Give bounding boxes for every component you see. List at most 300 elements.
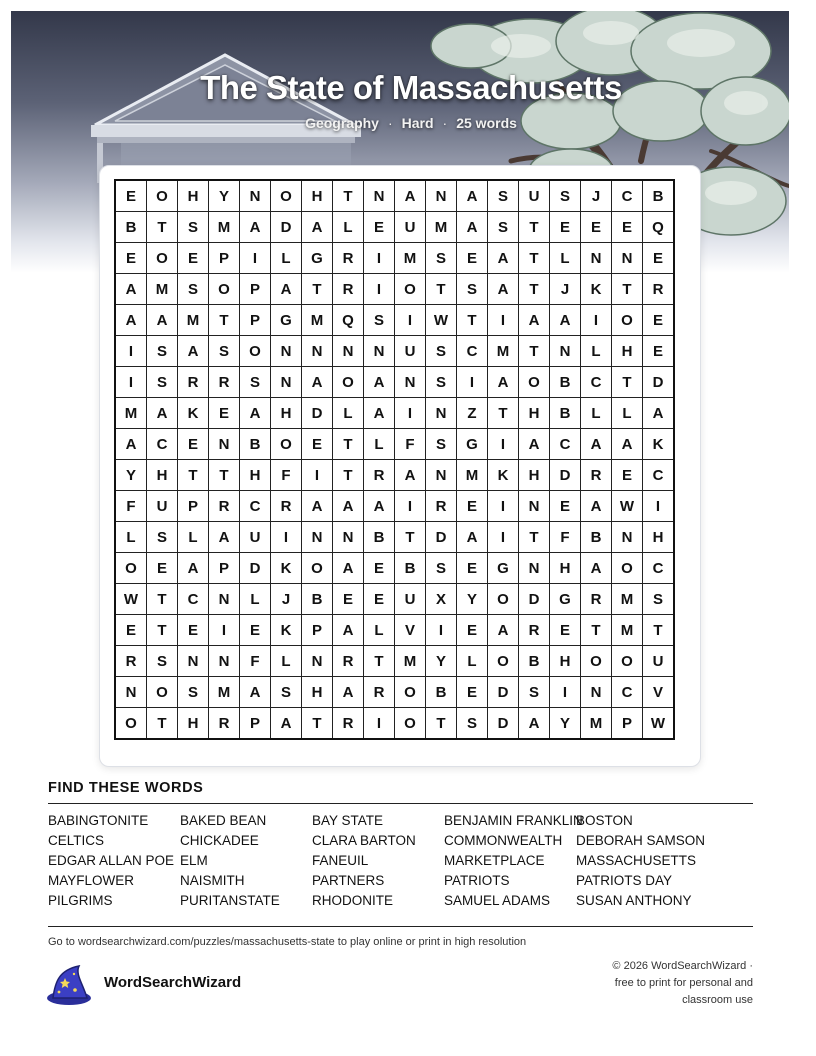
grid-cell[interactable]: X [426,584,457,615]
grid-cell[interactable]: O [612,646,643,677]
grid-cell[interactable]: B [426,677,457,708]
grid-cell[interactable]: M [612,615,643,646]
grid-cell[interactable]: M [457,460,488,491]
grid-cell[interactable]: S [488,180,519,212]
grid-cell[interactable]: H [519,398,550,429]
grid-cell[interactable]: I [115,367,147,398]
grid-cell[interactable]: O [488,646,519,677]
grid-cell[interactable]: D [426,522,457,553]
grid-cell[interactable]: E [333,584,364,615]
grid-cell[interactable]: I [240,243,271,274]
grid-cell[interactable]: R [209,491,240,522]
grid-cell[interactable]: O [147,677,178,708]
grid-cell[interactable]: M [115,398,147,429]
grid-cell[interactable]: E [457,243,488,274]
grid-cell[interactable]: I [364,274,395,305]
grid-cell[interactable]: K [271,615,302,646]
letter-grid[interactable] [114,179,675,740]
grid-cell[interactable]: W [426,305,457,336]
grid-cell[interactable]: N [581,243,612,274]
grid-cell[interactable]: C [612,677,643,708]
grid-cell[interactable]: K [271,553,302,584]
grid-cell[interactable]: H [271,398,302,429]
grid-cell[interactable]: V [643,677,675,708]
grid-cell[interactable]: D [240,553,271,584]
grid-cell[interactable]: U [395,212,426,243]
grid-cell[interactable]: E [178,615,209,646]
grid-cell[interactable]: S [147,336,178,367]
grid-cell[interactable]: N [364,180,395,212]
grid-cell[interactable]: M [147,274,178,305]
grid-cell[interactable]: S [426,336,457,367]
grid-cell[interactable]: A [643,398,675,429]
grid-cell[interactable]: S [426,367,457,398]
grid-cell[interactable]: I [364,243,395,274]
grid-cell[interactable]: P [612,708,643,740]
grid-cell[interactable]: A [240,212,271,243]
grid-cell[interactable]: B [115,212,147,243]
grid-cell[interactable]: G [271,305,302,336]
grid-cell[interactable]: H [302,677,333,708]
grid-cell[interactable]: H [550,553,581,584]
grid-cell[interactable]: R [426,491,457,522]
grid-cell[interactable]: E [643,243,675,274]
grid-cell[interactable]: A [147,305,178,336]
grid-cell[interactable]: T [178,460,209,491]
grid-cell[interactable]: O [147,243,178,274]
grid-cell[interactable]: N [333,522,364,553]
grid-cell[interactable]: E [178,429,209,460]
grid-cell[interactable]: O [271,180,302,212]
grid-cell[interactable]: N [115,677,147,708]
grid-cell[interactable]: I [488,491,519,522]
grid-cell[interactable]: L [271,646,302,677]
grid-cell[interactable]: T [333,460,364,491]
grid-cell[interactable]: O [271,429,302,460]
grid-cell[interactable]: K [488,460,519,491]
grid-cell[interactable]: I [302,460,333,491]
grid-cell[interactable]: T [209,460,240,491]
grid-cell[interactable]: L [364,615,395,646]
grid-cell[interactable]: O [519,367,550,398]
grid-cell[interactable]: T [147,584,178,615]
grid-cell[interactable]: S [147,522,178,553]
grid-cell[interactable]: O [395,708,426,740]
grid-cell[interactable]: U [643,646,675,677]
grid-cell[interactable]: I [643,491,675,522]
grid-cell[interactable]: A [612,429,643,460]
grid-cell[interactable]: E [457,677,488,708]
grid-cell[interactable]: R [209,367,240,398]
grid-cell[interactable]: S [147,646,178,677]
grid-cell[interactable]: N [519,553,550,584]
grid-cell[interactable]: A [271,708,302,740]
grid-cell[interactable]: A [519,708,550,740]
grid-cell[interactable]: N [395,367,426,398]
grid-cell[interactable]: L [581,398,612,429]
grid-cell[interactable]: I [115,336,147,367]
grid-cell[interactable]: E [550,615,581,646]
grid-cell[interactable]: N [581,677,612,708]
grid-cell[interactable]: A [147,398,178,429]
grid-cell[interactable]: S [178,677,209,708]
grid-cell[interactable]: L [550,243,581,274]
grid-cell[interactable]: K [643,429,675,460]
grid-cell[interactable]: L [612,398,643,429]
grid-cell[interactable]: A [581,491,612,522]
grid-cell[interactable]: H [240,460,271,491]
grid-cell[interactable]: R [271,491,302,522]
grid-cell[interactable]: N [271,336,302,367]
grid-cell[interactable]: A [488,274,519,305]
grid-cell[interactable]: I [395,491,426,522]
grid-cell[interactable]: L [333,212,364,243]
grid-cell[interactable]: M [209,212,240,243]
grid-cell[interactable]: W [612,491,643,522]
grid-cell[interactable]: T [519,212,550,243]
grid-cell[interactable]: A [240,398,271,429]
grid-cell[interactable]: T [147,708,178,740]
grid-cell[interactable]: A [488,243,519,274]
grid-cell[interactable]: D [643,367,675,398]
grid-cell[interactable]: N [333,336,364,367]
grid-cell[interactable]: N [209,584,240,615]
grid-cell[interactable]: B [643,180,675,212]
grid-cell[interactable]: E [209,398,240,429]
grid-cell[interactable]: B [581,522,612,553]
grid-cell[interactable]: A [178,553,209,584]
grid-cell[interactable]: Y [457,584,488,615]
grid-cell[interactable]: M [178,305,209,336]
grid-cell[interactable]: A [209,522,240,553]
grid-cell[interactable]: A [364,491,395,522]
grid-cell[interactable]: R [333,646,364,677]
grid-cell[interactable]: A [581,553,612,584]
grid-cell[interactable]: N [302,522,333,553]
grid-cell[interactable]: E [550,212,581,243]
grid-cell[interactable]: M [209,677,240,708]
grid-cell[interactable]: U [395,336,426,367]
grid-cell[interactable]: O [581,646,612,677]
grid-cell[interactable]: T [519,243,550,274]
grid-cell[interactable]: S [426,429,457,460]
grid-cell[interactable]: A [550,305,581,336]
grid-cell[interactable]: S [519,677,550,708]
grid-cell[interactable]: O [302,553,333,584]
grid-cell[interactable]: U [147,491,178,522]
grid-cell[interactable]: S [643,584,675,615]
grid-cell[interactable]: A [457,180,488,212]
grid-cell[interactable]: C [240,491,271,522]
brand-name[interactable]: WordSearchWizard [104,974,242,991]
grid-cell[interactable]: O [488,584,519,615]
grid-cell[interactable]: T [519,522,550,553]
grid-cell[interactable]: E [550,491,581,522]
grid-cell[interactable]: D [271,212,302,243]
grid-cell[interactable]: B [395,553,426,584]
grid-cell[interactable]: T [333,180,364,212]
grid-cell[interactable]: A [457,522,488,553]
grid-cell[interactable]: Z [457,398,488,429]
grid-cell[interactable]: E [115,243,147,274]
grid-cell[interactable]: D [302,398,333,429]
grid-cell[interactable]: P [240,305,271,336]
grid-cell[interactable]: O [147,180,178,212]
grid-cell[interactable]: S [178,274,209,305]
grid-cell[interactable]: R [178,367,209,398]
grid-cell[interactable]: B [364,522,395,553]
grid-cell[interactable]: I [581,305,612,336]
grid-cell[interactable]: L [271,243,302,274]
grid-cell[interactable]: O [395,274,426,305]
grid-cell[interactable]: T [612,367,643,398]
grid-cell[interactable]: A [519,429,550,460]
grid-cell[interactable]: K [581,274,612,305]
grid-cell[interactable]: H [302,180,333,212]
grid-cell[interactable]: O [115,708,147,740]
grid-cell[interactable]: D [488,708,519,740]
grid-cell[interactable]: N [302,646,333,677]
grid-cell[interactable]: T [302,274,333,305]
grid-cell[interactable]: T [612,274,643,305]
grid-cell[interactable]: C [147,429,178,460]
grid-cell[interactable]: E [457,491,488,522]
grid-cell[interactable]: N [209,429,240,460]
grid-cell[interactable]: A [115,305,147,336]
grid-cell[interactable]: S [209,336,240,367]
grid-cell[interactable]: T [364,646,395,677]
grid-cell[interactable]: A [364,367,395,398]
grid-cell[interactable]: A [333,553,364,584]
grid-cell[interactable]: H [178,180,209,212]
grid-cell[interactable]: A [581,429,612,460]
grid-cell[interactable]: A [395,180,426,212]
grid-cell[interactable]: A [457,212,488,243]
footer-url[interactable]: Go to wordsearchwizard.com/puzzles/massachusetts-state to play online or print in high resolution [48,936,527,948]
grid-cell[interactable]: I [364,708,395,740]
grid-cell[interactable]: A [302,212,333,243]
grid-cell[interactable]: R [581,460,612,491]
grid-cell[interactable]: F [240,646,271,677]
grid-cell[interactable]: T [643,615,675,646]
grid-cell[interactable]: T [426,708,457,740]
grid-cell[interactable]: T [488,398,519,429]
grid-cell[interactable]: E [364,553,395,584]
grid-cell[interactable]: R [209,708,240,740]
grid-cell[interactable]: T [395,522,426,553]
grid-cell[interactable]: B [550,367,581,398]
grid-cell[interactable]: Q [333,305,364,336]
grid-cell[interactable]: U [240,522,271,553]
grid-cell[interactable]: C [178,584,209,615]
grid-cell[interactable]: A [178,336,209,367]
grid-cell[interactable]: Y [426,646,457,677]
grid-cell[interactable]: N [612,522,643,553]
grid-cell[interactable]: S [147,367,178,398]
grid-cell[interactable]: U [395,584,426,615]
grid-cell[interactable]: A [240,677,271,708]
grid-cell[interactable]: T [426,274,457,305]
grid-cell[interactable]: H [147,460,178,491]
grid-cell[interactable]: A [519,305,550,336]
grid-cell[interactable]: N [271,367,302,398]
grid-cell[interactable]: E [457,553,488,584]
grid-cell[interactable]: M [395,646,426,677]
grid-cell[interactable]: R [333,243,364,274]
grid-cell[interactable]: S [488,212,519,243]
grid-cell[interactable]: K [178,398,209,429]
grid-cell[interactable]: L [178,522,209,553]
grid-cell[interactable]: E [457,615,488,646]
grid-cell[interactable]: B [302,584,333,615]
grid-cell[interactable]: R [115,646,147,677]
grid-cell[interactable]: R [333,708,364,740]
grid-cell[interactable]: T [147,212,178,243]
grid-cell[interactable]: A [333,491,364,522]
grid-cell[interactable]: S [550,180,581,212]
grid-cell[interactable]: L [457,646,488,677]
grid-cell[interactable]: I [457,367,488,398]
grid-cell[interactable]: A [364,398,395,429]
grid-cell[interactable]: I [550,677,581,708]
grid-cell[interactable]: M [395,243,426,274]
grid-cell[interactable]: D [519,584,550,615]
grid-cell[interactable]: B [519,646,550,677]
grid-cell[interactable]: M [612,584,643,615]
grid-cell[interactable]: E [364,212,395,243]
grid-cell[interactable]: L [240,584,271,615]
grid-cell[interactable]: I [488,305,519,336]
grid-cell[interactable]: S [364,305,395,336]
grid-cell[interactable]: H [643,522,675,553]
grid-cell[interactable]: S [240,367,271,398]
grid-cell[interactable]: G [457,429,488,460]
grid-cell[interactable]: E [643,305,675,336]
grid-cell[interactable]: Y [550,708,581,740]
grid-cell[interactable]: A [488,367,519,398]
grid-cell[interactable]: V [395,615,426,646]
grid-cell[interactable]: N [612,243,643,274]
grid-cell[interactable]: N [364,336,395,367]
grid-cell[interactable]: E [240,615,271,646]
grid-cell[interactable]: S [178,212,209,243]
grid-cell[interactable]: S [426,243,457,274]
grid-cell[interactable]: I [488,429,519,460]
grid-cell[interactable]: S [426,553,457,584]
grid-cell[interactable]: S [271,677,302,708]
grid-cell[interactable]: M [581,708,612,740]
grid-cell[interactable]: T [302,708,333,740]
grid-cell[interactable]: E [115,180,147,212]
grid-cell[interactable]: A [302,491,333,522]
grid-cell[interactable]: O [333,367,364,398]
grid-cell[interactable]: O [240,336,271,367]
grid-cell[interactable]: T [457,305,488,336]
grid-cell[interactable]: C [550,429,581,460]
grid-cell[interactable]: A [333,677,364,708]
grid-cell[interactable]: H [550,646,581,677]
grid-cell[interactable]: D [488,677,519,708]
grid-cell[interactable]: P [178,491,209,522]
grid-cell[interactable]: F [271,460,302,491]
grid-cell[interactable]: E [643,336,675,367]
grid-cell[interactable]: E [147,553,178,584]
grid-cell[interactable]: U [519,180,550,212]
grid-cell[interactable]: S [457,274,488,305]
grid-cell[interactable]: R [581,584,612,615]
grid-cell[interactable]: O [209,274,240,305]
grid-cell[interactable]: N [209,646,240,677]
grid-cell[interactable]: H [519,460,550,491]
grid-cell[interactable]: Y [115,460,147,491]
grid-cell[interactable]: E [364,584,395,615]
grid-cell[interactable]: Y [209,180,240,212]
grid-cell[interactable]: R [364,460,395,491]
grid-cell[interactable]: J [581,180,612,212]
grid-cell[interactable]: J [550,274,581,305]
grid-cell[interactable]: A [115,429,147,460]
grid-cell[interactable]: D [550,460,581,491]
grid-cell[interactable]: A [488,615,519,646]
grid-cell[interactable]: S [457,708,488,740]
grid-cell[interactable]: E [178,243,209,274]
grid-cell[interactable]: A [115,274,147,305]
grid-cell[interactable]: I [426,615,457,646]
grid-cell[interactable]: I [395,398,426,429]
grid-cell[interactable]: T [147,615,178,646]
grid-cell[interactable]: R [333,274,364,305]
grid-cell[interactable]: T [209,305,240,336]
grid-cell[interactable]: C [643,460,675,491]
grid-cell[interactable]: M [426,212,457,243]
grid-cell[interactable]: I [209,615,240,646]
grid-cell[interactable]: P [209,243,240,274]
grid-cell[interactable]: G [488,553,519,584]
grid-cell[interactable]: I [488,522,519,553]
grid-cell[interactable]: R [364,677,395,708]
grid-cell[interactable]: O [395,677,426,708]
grid-cell[interactable]: N [240,180,271,212]
grid-cell[interactable]: T [519,336,550,367]
grid-cell[interactable]: L [581,336,612,367]
grid-cell[interactable]: C [643,553,675,584]
grid-cell[interactable]: O [612,553,643,584]
grid-cell[interactable]: E [581,212,612,243]
grid-cell[interactable]: O [115,553,147,584]
grid-cell[interactable]: N [519,491,550,522]
grid-cell[interactable]: N [302,336,333,367]
grid-cell[interactable]: L [364,429,395,460]
grid-cell[interactable]: I [395,305,426,336]
grid-cell[interactable]: P [240,708,271,740]
grid-cell[interactable]: P [209,553,240,584]
grid-cell[interactable]: E [612,460,643,491]
grid-cell[interactable]: C [457,336,488,367]
grid-cell[interactable]: N [550,336,581,367]
grid-cell[interactable]: A [302,367,333,398]
grid-cell[interactable]: F [115,491,147,522]
grid-cell[interactable]: F [395,429,426,460]
grid-cell[interactable]: M [302,305,333,336]
grid-cell[interactable]: C [612,180,643,212]
grid-cell[interactable]: A [395,460,426,491]
grid-cell[interactable]: L [333,398,364,429]
grid-cell[interactable]: F [550,522,581,553]
grid-cell[interactable]: N [426,460,457,491]
grid-cell[interactable]: R [519,615,550,646]
grid-cell[interactable]: H [178,708,209,740]
grid-cell[interactable]: G [550,584,581,615]
